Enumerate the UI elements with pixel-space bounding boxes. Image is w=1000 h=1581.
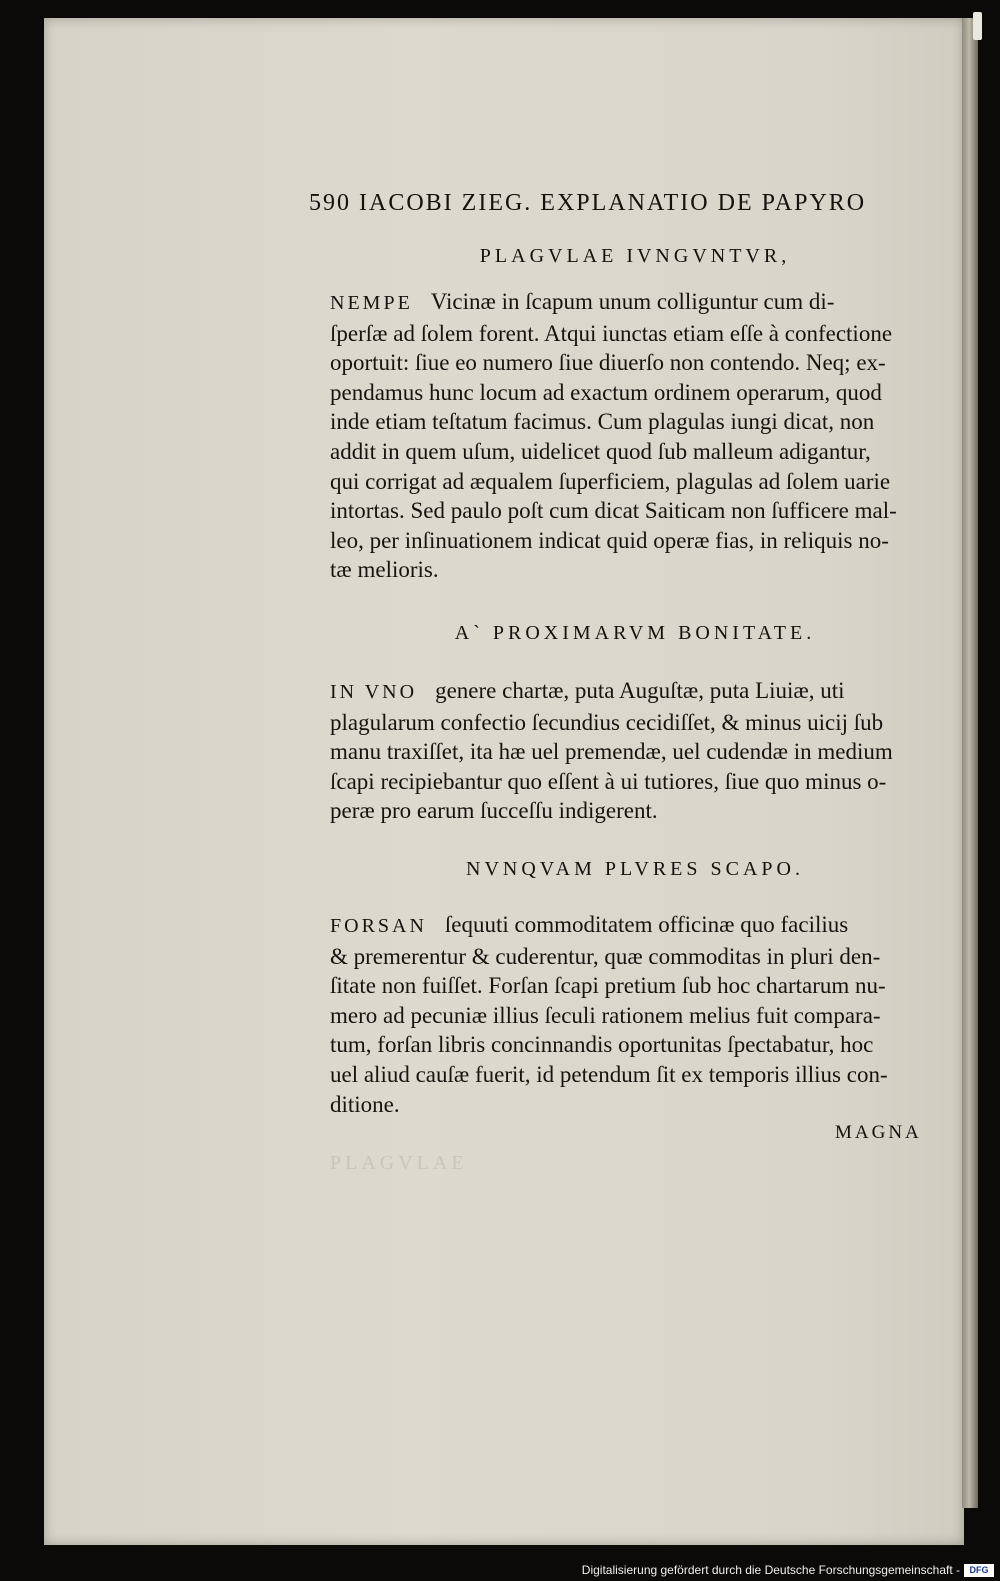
paragraph-line: FORSAN ſequuti commoditatem officinæ quo facilius (330, 912, 849, 937)
catchword: MAGNA (835, 1122, 922, 1143)
page-edge (962, 18, 978, 1508)
paragraph-line: uel aliud cauſæ fuerit, id petendum ſit ex temporis illius con- (330, 1061, 888, 1087)
paragraph-line: tæ melioris. (330, 557, 439, 583)
paragraph-2 (330, 676, 950, 826)
paragraph-line: leo, per inſinuationem indicat quid operæ fias, in reliquis no- (330, 527, 889, 553)
paragraph-line: ſcapi recipiebantur quo eſſent à ui tutiores, ſiue quo minus o- (330, 768, 887, 794)
lead-word: NEMPE (330, 292, 413, 314)
section-heading-1: PLAGVLAE IVNGVNTVR, (479, 245, 791, 267)
digitization-credit: Digitalisierung gefördert durch die Deutsche Forschungsgemeinschaft - (581, 1563, 960, 1577)
lead-word: FORSAN (330, 915, 427, 937)
running-head: 590 IACOBI ZIEG. EXPLANATIO DE PAPYRO (309, 190, 867, 216)
paragraph-line: NEMPE Vicinæ in ſcapum unum colliguntur cum di- (330, 289, 835, 314)
paragraph-line: plagularum confectio ſecundius cecidiſſet, & minus uicij ſub (330, 709, 884, 735)
paragraph-3 (330, 910, 950, 1119)
paragraph-line: mero ad pecuniæ illius ſeculi rationem melius fuit compara- (330, 1002, 881, 1028)
paragraph-line: intortas. Sed paulo poſt cum dicat Saiticam non ſufficere mal- (330, 498, 897, 524)
paragraph-line: ditione. (330, 1091, 400, 1117)
paragraph-line: tum, forſan libris concinnandis oportunitas ſpectabatur, hoc (330, 1032, 874, 1058)
paragraph-line: oportuit: ſiue eo numero ſiue diuerſo non contendo. Neq; ex- (330, 350, 886, 376)
section-heading-3: NVNQVAM PLVRES SCAPO. (466, 858, 804, 880)
paragraph-line: pendamus hunc locum ad exactum ordinem operarum, quod (330, 379, 882, 405)
paragraph-line: addit in quem uſum, uidelicet quod ſub malleum adigantur, (330, 438, 871, 464)
paragraph-line: peræ pro earum ſucceſſu indigerent. (330, 798, 658, 824)
lead-word: IN VNO (330, 681, 418, 703)
paragraph-line: qui corrigat ad æqualem ſuperficiem, plagulas ad ſolem uarie (330, 468, 891, 494)
show-through-text: PLAGVLAE (330, 1152, 468, 1174)
page-clip (973, 12, 982, 40)
paragraph-line: manu traxiſſet, ita hæ uel premendæ, uel cudendæ in medium (330, 739, 893, 765)
paragraph-1 (330, 287, 950, 585)
paragraph-line: IN VNO genere chartæ, puta Auguſtæ, puta Liuiæ, uti (330, 678, 845, 703)
paragraph-line: ſperſæ ad ſolem forent. Atqui iunctas etiam eſſe à confectione (330, 320, 893, 346)
paragraph-line: ſitate non fuiſſet. Forſan ſcapi pretium ſub hoc chartarum nu- (330, 973, 886, 999)
paragraph-line: & premerentur & cuderentur, quæ commoditas in pluri den- (330, 943, 881, 969)
section-heading-2: A` PROXIMARVM BONITATE. (454, 622, 816, 644)
paragraph-line: inde etiam teſtatum facimus. Cum plagulas iungi dicat, non (330, 409, 875, 435)
dfg-logo: DFG (964, 1564, 994, 1577)
